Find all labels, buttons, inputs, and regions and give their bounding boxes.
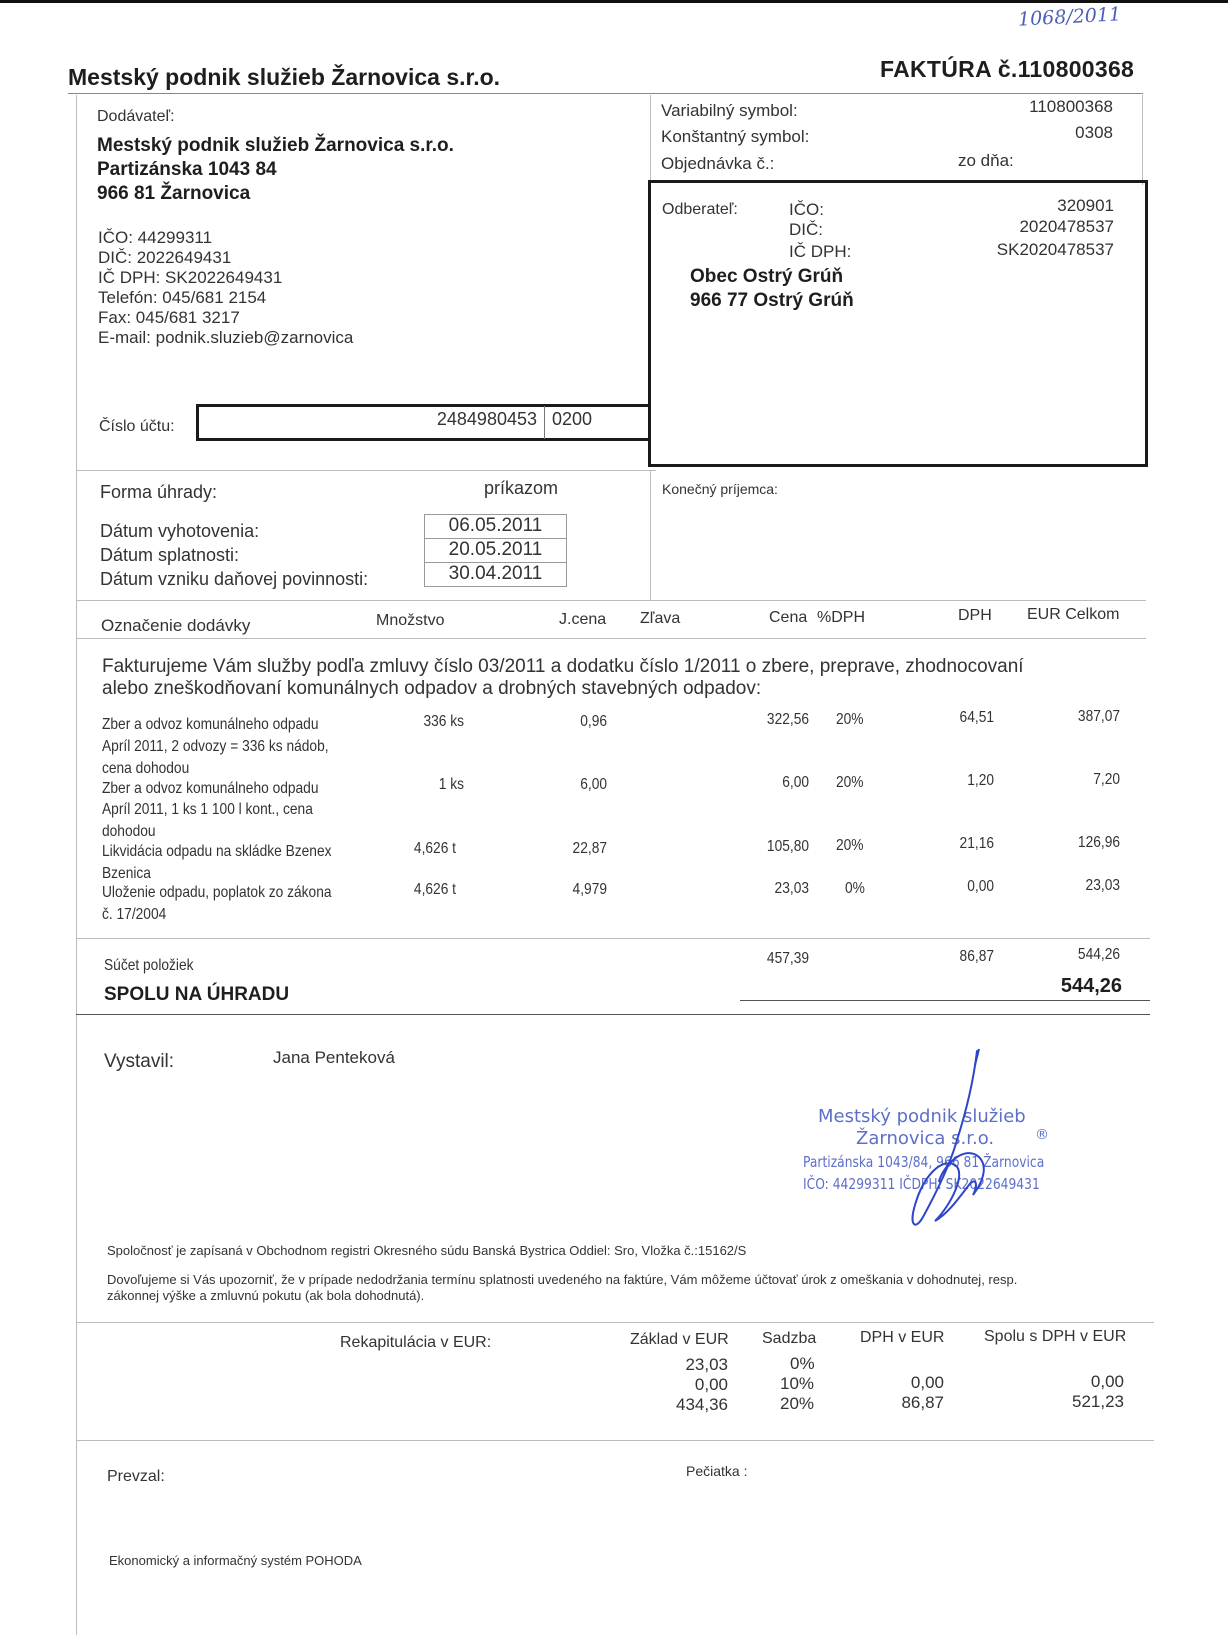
total-underline — [740, 1000, 1150, 1001]
handwritten-note: 1068/2011 — [1017, 3, 1122, 31]
software-footer: Ekonomický a informačný systém POHODA — [109, 1553, 362, 1568]
issued-date-value: 06.05.2011 — [424, 514, 567, 539]
customer-name: Obec Ostrý Grúň — [690, 266, 844, 287]
recap-row1-base: 23,03 — [685, 1355, 728, 1374]
sum-total: 544,26 — [1077, 946, 1120, 963]
row2-desc-line1: Zber a odvoz komunálneho odpadu — [102, 780, 319, 797]
issuer-name: Jana Penteková — [273, 1048, 395, 1067]
pay-total-label: SPOLU NA ÚHRADU — [104, 984, 290, 1005]
pay-total-value: 544,26 — [1060, 975, 1122, 997]
row4-desc-line1: Uloženie odpadu, poplatok zo zákona — [102, 884, 332, 901]
supplier-icdph: IČ DPH: SK2022649431 — [98, 268, 283, 287]
recap-row2-base: 0,00 — [694, 1375, 728, 1394]
row2-total: 7,20 — [1093, 771, 1120, 788]
customer-city: 966 77 Ostrý Grúň — [690, 290, 854, 311]
left-border — [76, 95, 77, 1635]
stamp-line4: IČO: 44299311 IČDPH: SK2022649431 — [803, 1175, 1040, 1193]
order-number-label: Objednávka č.: — [661, 154, 775, 173]
table-header-bottom-line — [76, 638, 1146, 639]
constant-symbol-label: Konštantný symbol: — [661, 127, 810, 146]
row3-vat-pct: 20% — [836, 837, 864, 854]
warning-note-line1: Dovoľujeme si Vás upozorniť, že v prípade nedodržania termínu splatnosti uvedeného na faktúre, Vám môžeme účtovať úrok z omeškania v dohodnutej, resp. — [107, 1272, 1018, 1287]
recap-row2-vat: 0,00 — [910, 1373, 944, 1392]
row1-qty: 336 ks — [423, 713, 464, 730]
recap-row3-base: 434,36 — [676, 1395, 728, 1414]
supplier-label: Dodávateľ: — [97, 108, 175, 125]
recap-row3-total: 521,23 — [1072, 1392, 1124, 1411]
customer-ico-label: IČO: — [789, 200, 824, 219]
col-price-header: Cena — [769, 609, 808, 626]
stamp-line2: Žarnovica s.r.o. — [856, 1128, 995, 1149]
register-note: Spoločnosť je zapísaná v Obchodnom registri Okresného súdu Banská Bystrica Oddiel: Sro, Vložka č.:15162/S — [107, 1243, 747, 1258]
recap-row3-vat: 86,87 — [901, 1393, 944, 1412]
row4-qty: 4,626 t — [413, 881, 456, 898]
account-separator — [544, 406, 545, 439]
recap-row3-rate: 20% — [780, 1394, 815, 1413]
row1-unit-price: 0,96 — [580, 713, 607, 730]
payment-divider — [76, 470, 656, 471]
final-recipient-label: Konečný príjemca: — [662, 481, 778, 497]
row2-desc-line3: dohodou — [102, 823, 156, 840]
due-date-value: 20.05.2011 — [424, 538, 567, 563]
middle-divider — [650, 95, 651, 185]
supplier-phone: Telefón: 045/681 2154 — [98, 288, 267, 307]
right-border-top — [1142, 95, 1143, 185]
sum-label: Súčet položiek — [104, 957, 194, 974]
recap-total-header: Spolu s DPH v EUR — [984, 1328, 1127, 1345]
customer-dic-label: DIČ: — [789, 220, 823, 239]
customer-label: Odberateľ: — [662, 201, 738, 218]
row1-desc-line3: cena dohodou — [102, 760, 190, 777]
stamp-registered-mark: ® — [1035, 1127, 1049, 1143]
customer-ico-value: 320901 — [1057, 196, 1114, 215]
customer-icdph-value: SK2020478537 — [996, 240, 1114, 259]
supplier-street: Partizánska 1043 84 — [97, 159, 277, 180]
invoice-title: FAKTÚRA č.110800368 — [880, 56, 1135, 82]
col-item-header: Označenie dodávky — [101, 616, 251, 635]
stamp-line3: Partizánska 1043/84, 966 81 Žarnovica — [803, 1153, 1045, 1171]
row2-price: 6,00 — [782, 774, 809, 791]
recap-rate-header: Sadzba — [762, 1330, 817, 1347]
row4-unit-price: 4,979 — [572, 881, 607, 898]
row4-price: 23,03 — [774, 880, 809, 897]
intro-line-2: alebo zneškodňovaní komunálnych odpadov a drobných stavebných odpadov: — [102, 678, 762, 699]
sum-vat: 86,87 — [959, 948, 994, 965]
row2-unit-price: 6,00 — [580, 776, 607, 793]
account-number: 2484980453 — [436, 409, 537, 429]
top-edge-line — [0, 0, 1228, 3]
row1-desc-line1: Zber a odvoz komunálneho odpadu — [102, 716, 319, 733]
sum-top-line — [76, 938, 1150, 939]
intro-line-1: Fakturujeme Vám služby podľa zmluvy číslo 03/2011 a dodatku číslo 1/2011 o zbere, preprave, zhodnocovaní — [102, 656, 1024, 677]
supplier-name: Mestský podnik služieb Žarnovica s.r.o. — [97, 135, 454, 156]
table-header-top-line — [76, 600, 1146, 601]
variable-symbol-value: 110800368 — [1029, 97, 1113, 116]
row2-qty: 1 ks — [438, 776, 464, 793]
payment-form-label: Forma úhrady: — [100, 482, 218, 502]
row4-desc-line2: č. 17/2004 — [102, 906, 167, 923]
row3-price: 105,80 — [766, 838, 809, 855]
sum-bottom-line — [76, 1014, 1150, 1015]
received-by-label: Prevzal: — [107, 1468, 165, 1485]
customer-icdph-label: IČ DPH: — [789, 242, 852, 261]
supplier-email: E-mail: podnik.sluzieb@zarnovica — [98, 328, 354, 347]
row3-vat: 21,16 — [959, 835, 994, 852]
bank-code: 0200 — [552, 409, 593, 429]
middle-divider-lower — [650, 470, 651, 600]
row4-total: 23,03 — [1085, 877, 1120, 894]
row1-vat-pct: 20% — [836, 711, 864, 728]
col-unit-price-header: J.cena — [559, 611, 607, 628]
recap-bottom-line — [76, 1440, 1154, 1441]
supplier-dic: DIČ: 2022649431 — [98, 248, 232, 267]
row4-vat-pct: 0% — [845, 880, 865, 897]
recap-top-line — [76, 1322, 1154, 1323]
customer-dic-value: 2020478537 — [1019, 217, 1114, 236]
row3-desc-line2: Bzenica — [102, 865, 151, 882]
row1-desc-line2: Apríl 2011, 2 odvozy = 336 ks nádob, — [102, 738, 329, 755]
row3-desc-line1: Likvidácia odpadu na skládke Bzenex — [102, 843, 332, 860]
constant-symbol-value: 0308 — [1075, 123, 1113, 142]
col-discount-header: Zľava — [640, 610, 681, 627]
row2-desc-line2: Apríl 2011, 1 ks 1 100 l kont., cena — [102, 801, 313, 818]
stamp-line1: Mestský podnik služieb — [818, 1106, 1026, 1127]
recap-base-header: Základ v EUR — [630, 1331, 729, 1348]
due-date-label: Dátum splatnosti: — [100, 545, 240, 565]
recap-row1-rate: 0% — [790, 1354, 815, 1373]
issuer-label: Vystavil: — [104, 1051, 175, 1072]
row1-total: 387,07 — [1077, 708, 1120, 725]
supplier-fax: Fax: 045/681 3217 — [98, 308, 240, 327]
stamp-field-label: Pečiatka : — [686, 1463, 748, 1479]
header-divider — [68, 93, 1143, 94]
variable-symbol-label: Variabilný symbol: — [661, 101, 798, 120]
account-label: Číslo účtu: — [99, 418, 175, 435]
issued-date-label: Dátum vyhotovenia: — [100, 521, 260, 541]
row2-vat: 1,20 — [967, 772, 994, 789]
col-qty-header: Množstvo — [376, 612, 445, 629]
recap-label: Rekapitulácia v EUR: — [340, 1334, 492, 1351]
col-vat-header: DPH — [958, 607, 992, 624]
sum-price: 457,39 — [766, 950, 809, 967]
payment-form-value: príkazom — [484, 478, 559, 498]
order-date-label: zo dňa: — [958, 151, 1014, 170]
recap-row2-total: 0,00 — [1090, 1372, 1124, 1391]
row1-price: 322,56 — [766, 711, 809, 728]
recap-vat-header: DPH v EUR — [860, 1329, 945, 1346]
supplier-ico: IČO: 44299311 — [98, 228, 213, 247]
signature-icon — [895, 1045, 1005, 1235]
col-total-header: EUR Celkom — [1027, 606, 1120, 623]
row2-vat-pct: 20% — [836, 774, 864, 791]
row4-vat: 0,00 — [967, 878, 994, 895]
row3-unit-price: 22,87 — [572, 840, 607, 857]
warning-note-line2: zákonnej výške a zmluvnú pokutu (ak bola dohodnutá). — [107, 1288, 425, 1303]
col-vat-pct-header: %DPH — [817, 609, 866, 626]
tax-date-value: 30.04.2011 — [424, 562, 567, 587]
row3-qty: 4,626 t — [413, 840, 456, 857]
row3-total: 126,96 — [1077, 834, 1120, 851]
company-header: Mestský podnik služieb Žarnovica s.r.o. — [68, 64, 501, 90]
row1-vat: 64,51 — [959, 709, 994, 726]
recap-row2-rate: 10% — [780, 1374, 815, 1393]
tax-date-label: Dátum vzniku daňovej povinnosti: — [100, 569, 369, 589]
supplier-city: 966 81 Žarnovica — [97, 183, 251, 204]
